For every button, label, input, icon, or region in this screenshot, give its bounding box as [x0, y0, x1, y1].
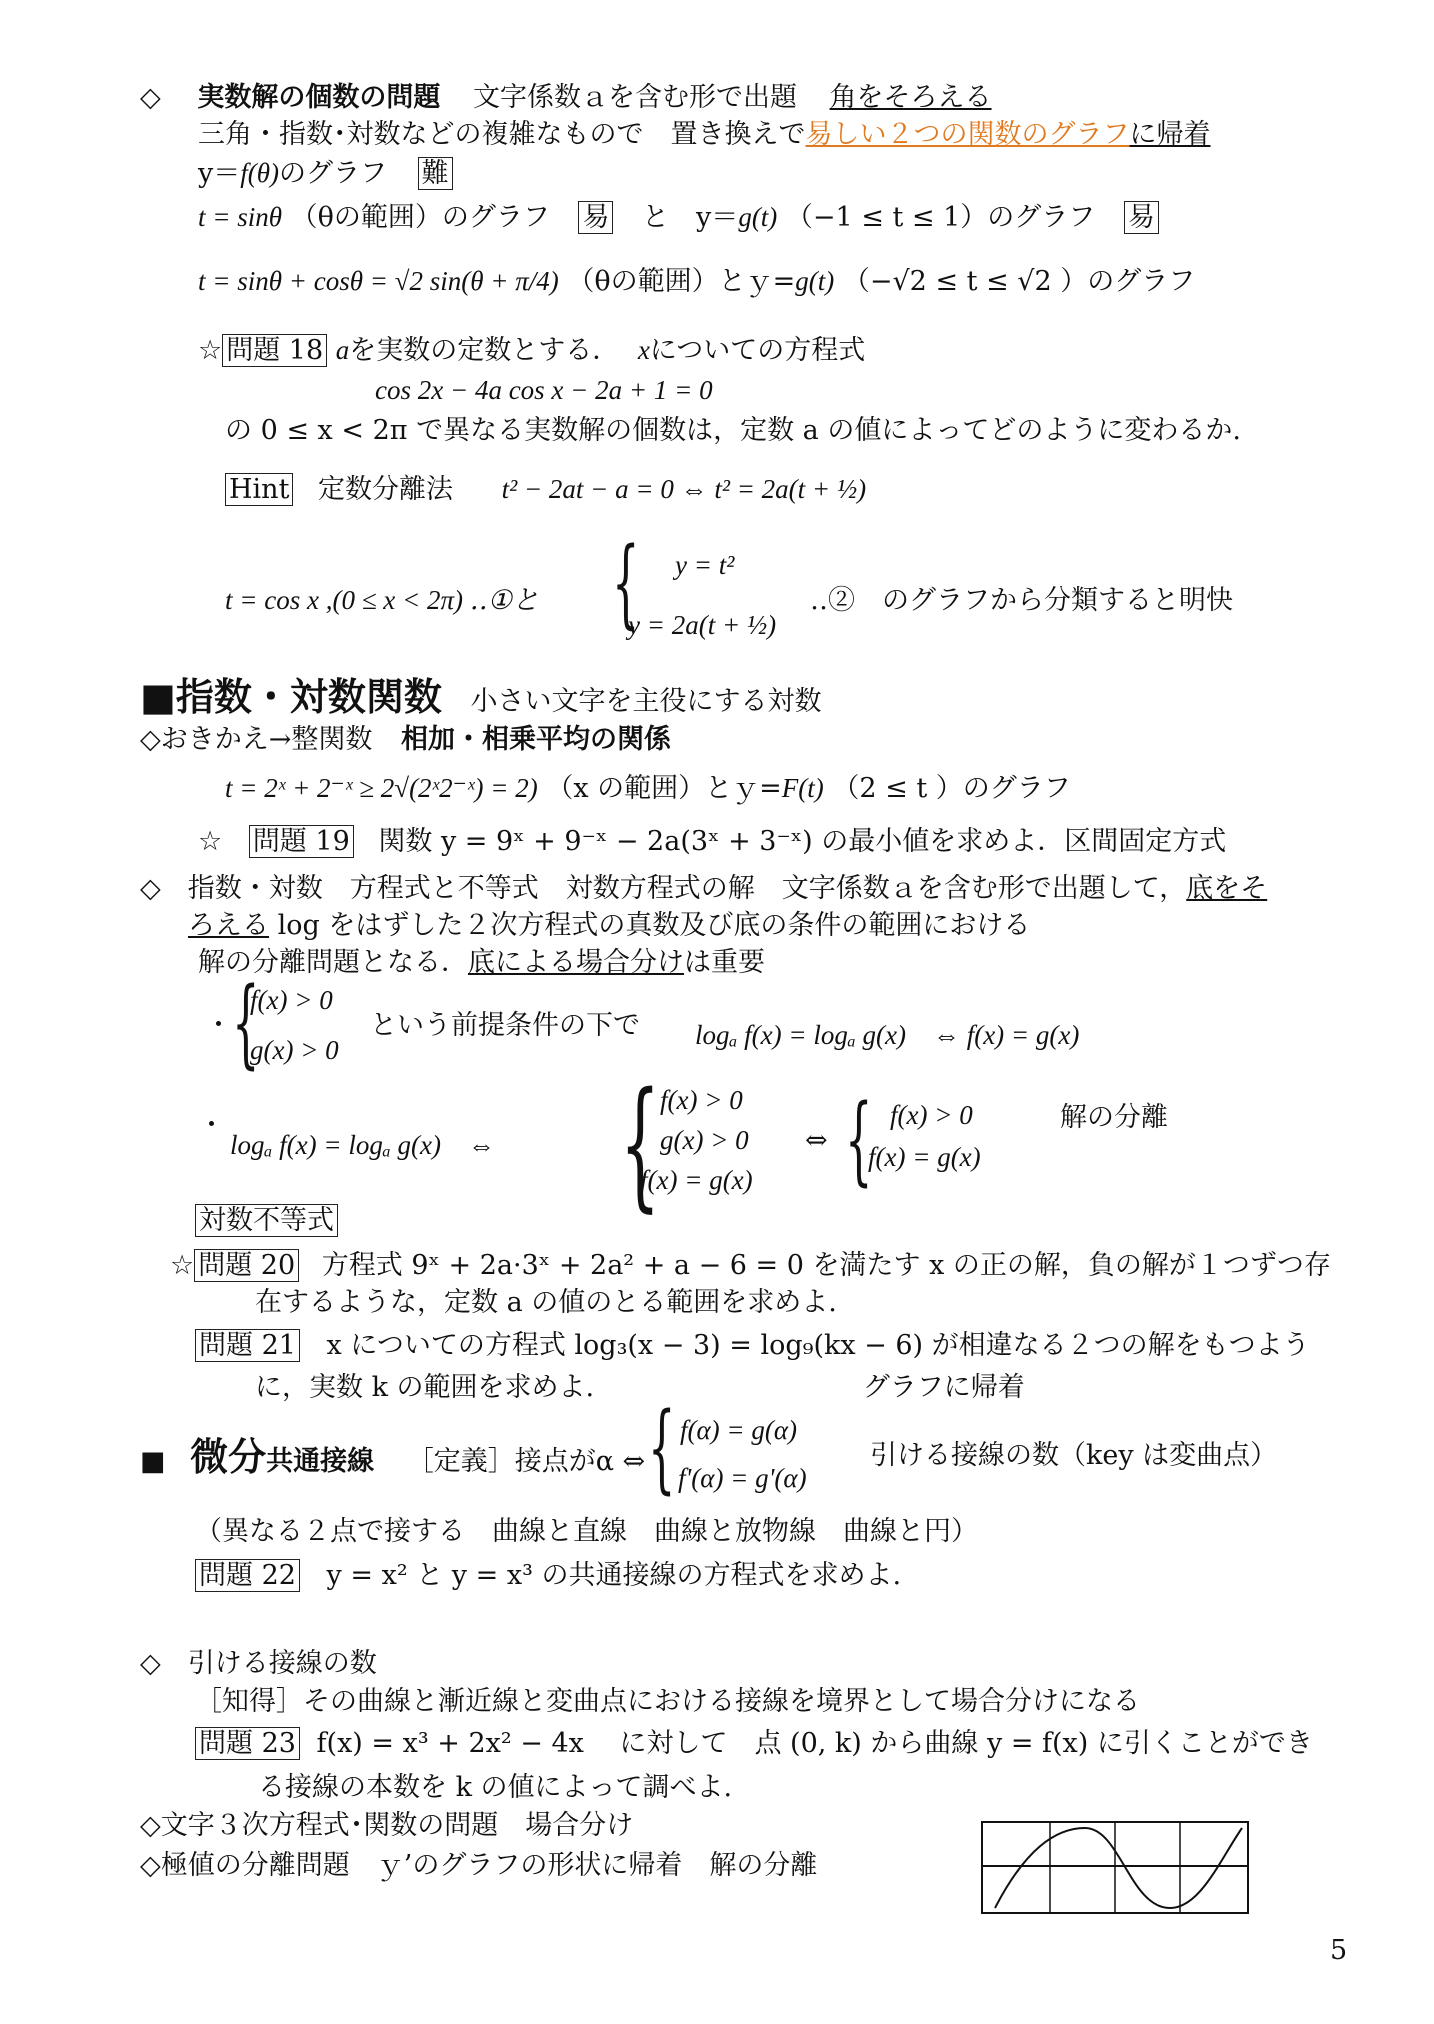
bullet: ・	[198, 1110, 225, 1141]
text: ‥② のグラフから分類すると明快	[810, 585, 1234, 616]
math: t² − 2at − a = 0 ⇔ t² = 2a(t + ½)	[501, 474, 867, 504]
problem-18-line3: の 0 ≤ x < 2π で異なる実数解の個数は，定数 a の値によってどのように変わるか.	[225, 415, 1241, 446]
text: 解の分離問題となる．	[198, 947, 468, 978]
text: y＝	[198, 158, 241, 189]
brace: {	[845, 1084, 873, 1196]
text: （−√2 ≤ t ≤ √2 ）のグラフ	[842, 266, 1196, 297]
problem-20	[170, 1250, 1331, 1281]
text: ◇文字３次方程式･関数の問題 場合分け	[140, 1810, 634, 1841]
problem-21	[195, 1330, 1310, 1361]
hint-label: Hint	[225, 473, 293, 506]
problem-18-line1	[198, 335, 865, 366]
problem-18-equation: cos 2x − 4a cos x − 2a + 1 = 0	[375, 375, 713, 405]
math: t = sinθ	[198, 202, 282, 232]
problem-label: 問題 20	[194, 1249, 299, 1282]
text: 三角・指数･対数などの複雑なもので 置き換えで	[198, 119, 806, 150]
math: t = 2ˣ + 2⁻ˣ ≥ 2√(2ˣ2⁻ˣ) = 2)	[225, 773, 538, 803]
text: 方程式 9ˣ + 2a·3ˣ + 2a² + a − 6 = 0 を満たす x の正の解，負の解が１つずつ存	[321, 1250, 1331, 1281]
brace: {	[612, 527, 640, 639]
text: ◇ 引ける接線の数	[140, 1648, 377, 1679]
problem-21-line2	[255, 1372, 1025, 1403]
line-sec2-5	[140, 873, 1267, 904]
line-sec2-7	[198, 947, 765, 978]
section-derivative	[140, 1435, 645, 1479]
line-sec2-2	[140, 724, 671, 755]
bold-text: 共通接線	[266, 1446, 375, 1477]
text: ◇おきかえ→整関数	[140, 724, 373, 755]
brace: {	[620, 1063, 661, 1226]
text: （2 ≤ t ）のグラフ	[832, 773, 1071, 804]
underlined-text: 底をそ	[1186, 873, 1268, 904]
system-eq-1: y = t²	[675, 550, 735, 580]
text: 小さい文字を主役にする対数	[470, 686, 822, 717]
brace: {	[232, 967, 260, 1079]
text: についての方程式	[649, 335, 866, 366]
underlined-text: 角をそろえる	[829, 82, 992, 113]
math: a	[335, 335, 350, 365]
tangent-cond-2: f'(α) = g'(α)	[678, 1463, 807, 1493]
line-sec1-4	[198, 202, 1159, 233]
cond-e1: f(x) > 0	[890, 1100, 973, 1130]
problem-label: 問題 21	[195, 1329, 300, 1362]
boxed-label: 易	[578, 201, 613, 234]
line-sec1-5	[198, 266, 1195, 297]
text: y = x² と y = x³ の共通接線の方程式を求めよ.	[326, 1560, 902, 1591]
line-sec2-6	[188, 910, 1030, 941]
system-eq-2: y = 2a(t + ½)	[628, 610, 777, 640]
cond-d3: f(x) = g(x)	[640, 1165, 753, 1195]
star-icon: ☆	[198, 826, 223, 857]
text: log をはずした２次方程式の真数及び底の条件の範囲における	[277, 910, 1031, 941]
text: と y＝	[642, 202, 739, 233]
log-inequality-label	[195, 1205, 338, 1236]
hint-line	[225, 474, 866, 505]
underlined-text: ろえる	[188, 910, 269, 941]
star-icon: ☆	[170, 1250, 195, 1281]
text: （異なる２点で接する 曲線と直線 曲線と放物線 曲線と円）	[195, 1516, 978, 1547]
iff-symbol: ⇔	[805, 1125, 828, 1156]
text: （−1 ≤ t ≤ 1）のグラフ	[785, 202, 1096, 233]
underlined-text: 底による場合分け	[468, 947, 684, 978]
text: グラフに帰着	[862, 1372, 1025, 1403]
problem-label: 問題 23	[195, 1727, 300, 1760]
text: 引ける接線の数（key は変曲点）	[870, 1440, 1278, 1471]
log-equivalence-2: logₐ f(x) = logₐ g(x) ⇔	[230, 1130, 495, 1160]
section-title: 微分	[190, 1434, 267, 1479]
t-definition: t = cos x ,(0 ≤ x < 2π) ‥①と	[225, 585, 539, 615]
text: 文字係数ａを含む形で出題	[472, 82, 797, 113]
problem-20-line2: 在するような，定数 a の値のとる範囲を求めよ.	[255, 1287, 837, 1318]
brace: {	[648, 1392, 676, 1504]
bullet: ・	[205, 1010, 232, 1041]
section-exp-log	[140, 675, 822, 719]
text: 定数分離法	[318, 474, 454, 505]
text: （θの範囲）とｙ=	[567, 266, 796, 297]
cubic-graph-sketch	[980, 1820, 1250, 1915]
cond-d1: f(x) > 0	[660, 1085, 743, 1115]
tangent-cond-1: f(α) = g(α)	[680, 1415, 798, 1445]
text: x についての方程式 log₃(x − 3) = log₉(kx − 6) が相違なる２つの解をもつよう	[326, 1330, 1310, 1361]
line-sec1-2	[198, 119, 1211, 150]
math: F(t)	[781, 773, 824, 803]
problem-22	[195, 1560, 901, 1591]
boxed-label: 対数不等式	[195, 1204, 338, 1237]
text: （θの範囲）のグラフ	[290, 202, 550, 233]
heading-real-solutions: 実数解の個数の問題	[197, 82, 441, 113]
problem-label: 問題 22	[195, 1559, 300, 1592]
text: に帰着	[1129, 119, 1211, 150]
text: ［知得］その曲線と漸近線と変曲点における接線を境界として場合分けになる	[195, 1686, 1140, 1717]
text: のグラフ	[279, 158, 388, 189]
problem-19	[198, 826, 1226, 857]
cond-d2: g(x) > 0	[660, 1125, 749, 1155]
text: 解の分離	[1060, 1102, 1168, 1133]
cond-e2: f(x) = g(x)	[868, 1142, 981, 1172]
boxed-label: 易	[1124, 201, 1159, 234]
problem-23	[195, 1728, 1313, 1759]
log-equivalence-1: logₐ f(x) = logₐ g(x) ⇔ f(x) = g(x)	[695, 1020, 1080, 1050]
problem-23-line2: る接線の本数を k の値によって調べよ.	[258, 1772, 733, 1803]
line-sec2-3	[225, 773, 1071, 804]
section-title: ■指数・対数関数	[140, 674, 442, 719]
text: （x の範囲）とｙ=	[546, 773, 782, 804]
square-icon: ■	[140, 1446, 166, 1477]
diamond-icon: ◇	[140, 82, 161, 113]
text: を実数の定数とする．	[349, 335, 620, 366]
math: f(θ)	[240, 158, 280, 188]
problem-label: 問題 18	[222, 334, 327, 367]
text: 関数 y = 9ˣ + 9⁻ˣ − 2a(3ˣ + 3⁻ˣ) の最小値を求めよ．区間固定方式	[378, 826, 1227, 857]
problem-label: 問題 19	[249, 825, 354, 858]
text: は重要	[684, 947, 765, 978]
text: という前提条件の下で	[370, 1010, 640, 1041]
boxed-label: 難	[418, 157, 453, 190]
bold-text: 相加・相乗平均の関係	[400, 724, 671, 755]
math: g(t)	[795, 266, 835, 296]
text: ◇極値の分離問題 ｙ’のグラフの形状に帰着 解の分離	[140, 1850, 818, 1881]
highlight-text: 易しい２つの関数のグラフ	[805, 119, 1130, 150]
text: に，実数 k の範囲を求めよ.	[255, 1372, 595, 1403]
star-icon: ☆	[198, 335, 223, 366]
condition-1: f(x) > 0	[250, 985, 333, 1015]
line-sec1-1	[140, 82, 992, 113]
page-number: 5	[1330, 1935, 1348, 1966]
condition-2: g(x) > 0	[250, 1035, 339, 1065]
math: t = sinθ + cosθ = √2 sin(θ + π/4)	[198, 266, 559, 296]
text: ◇ 指数・対数 方程式と不等式 対数方程式の解 文字係数ａを含む形で出題して，	[140, 873, 1187, 904]
text: ［定義］接点がα ⇔	[406, 1446, 646, 1477]
text: f(x) = x³ + 2x² − 4x に対して 点 (0, k) から曲線 y = f(x) に引くことができ	[316, 1728, 1313, 1759]
line-sec1-3	[198, 158, 453, 189]
math: g(t)	[738, 202, 778, 232]
math: x	[637, 335, 650, 365]
